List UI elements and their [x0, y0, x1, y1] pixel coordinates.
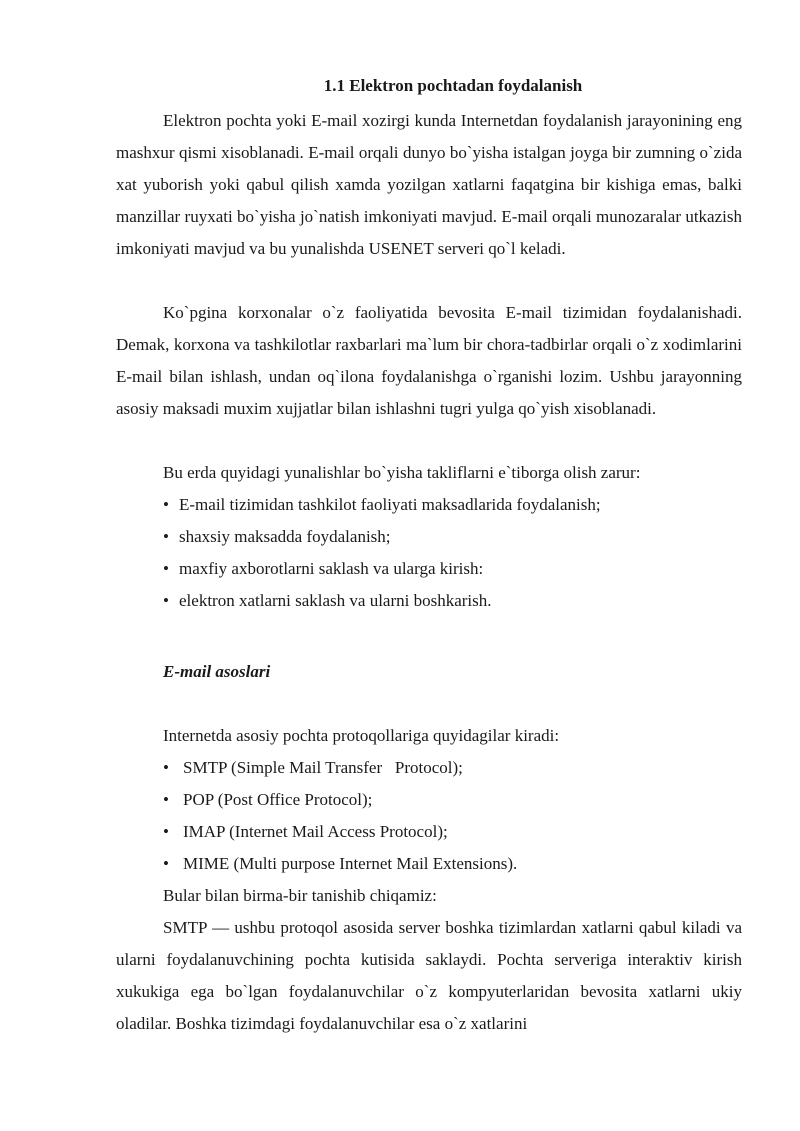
- list-item: [163, 521, 391, 553]
- list-item: [163, 816, 448, 848]
- list-item-text: maxfiy axborotlarni saklash va ularga kirish:: [179, 559, 484, 578]
- list-item-text: POP (Post Office Protocol);: [183, 790, 373, 809]
- bullet-icon: •: [163, 758, 169, 777]
- paragraph-directions-intro: Bu erda quyidagi yunalishlar bo`yisha takliflarni e`tiborga olish zarur:: [163, 463, 641, 482]
- list-item: [163, 489, 601, 521]
- paragraph-email-intro: Elektron pochta yoki E-mail xozirgi kunda Internetdan foydalanish jarayonining eng mashxur qismi xisoblanadi. E-mail orqali dunyo bo`yisha istalgan joyga bir zumning o`zida xat yuborish yoki qabul qilish xamda yozilgan xatlarni faqatgina bir kishiga emas, balki manzillar ruyxati bo`yisha jo`natish imkoniyati mavjud. E-mail orqali munozaralar utkazish imkoniyati mavjud va bu yunalishda USENET serveri qo`l keladi.: [116, 111, 742, 258]
- bullet-icon: •: [163, 527, 169, 546]
- subsection-heading: E-mail asoslari: [163, 662, 271, 681]
- list-item-text: shaxsiy maksadda foydalanish;: [179, 527, 391, 546]
- bullet-icon: •: [163, 822, 169, 841]
- list-item-text: E-mail tizimidan tashkilot faoliyati maksadlarida foydalanish;: [179, 495, 601, 514]
- paragraph-organizations: Ko`pgina korxonalar o`z faoliyatida bevosita E-mail tizimidan foydalanishadi. Demak, korxona va tashkilotlar raxbarlari ma`lum bir chora-tadbirlar orqali o`z xodimlarini E-mail bilan ishlash, undan oq`ilona foydalanishga o`rganishi lozim. Ushbu jarayonning asosiy maksadi muxim xujjatlar bilan ishlashni tugri yulga qo`yish xisoblanadi.: [116, 303, 742, 418]
- list-item-text: MIME (Multi purpose Internet Mail Extensions).: [183, 854, 518, 873]
- bullet-icon: •: [163, 495, 169, 514]
- list-item: [163, 784, 372, 816]
- paragraph-lets-review: Bular bilan birma-bir tanishib chiqamiz:: [163, 886, 437, 905]
- list-item: [163, 848, 517, 880]
- bullet-icon: •: [163, 854, 169, 873]
- list-item-text: IMAP (Internet Mail Access Protocol);: [183, 822, 448, 841]
- bullet-icon: •: [163, 559, 169, 578]
- paragraph-protocols-intro: Internetda asosiy pochta protoqollariga quyidagilar kiradi:: [163, 726, 560, 745]
- list-item: [163, 752, 463, 784]
- section-heading: 1.1 Elektron pochtadan foydalanish: [323, 76, 583, 95]
- list-item: [163, 585, 492, 617]
- bullet-icon: •: [163, 790, 169, 809]
- list-item: [163, 553, 483, 585]
- list-item-text: SMTP (Simple Mail Transfer Protocol);: [183, 758, 463, 777]
- bullet-icon: •: [163, 591, 169, 610]
- list-item-text: elektron xatlarni saklash va ularni boshkarish.: [179, 591, 492, 610]
- paragraph-smtp: SMTP — ushbu protoqol asosida server boshka tizimlardan xatlarni qabul kiladi va ularni foydalanuvchining pochta kutisida saklaydi. Pochta serveriga interaktiv kirish xukukiga ega bo`lgan foydalanuvchilar o`z kompyuterlaridan bevosita xatlarni ukiy oladilar. Boshka tizimdagi foydalanuvchilar esa o`z xatlarini: [116, 918, 742, 1033]
